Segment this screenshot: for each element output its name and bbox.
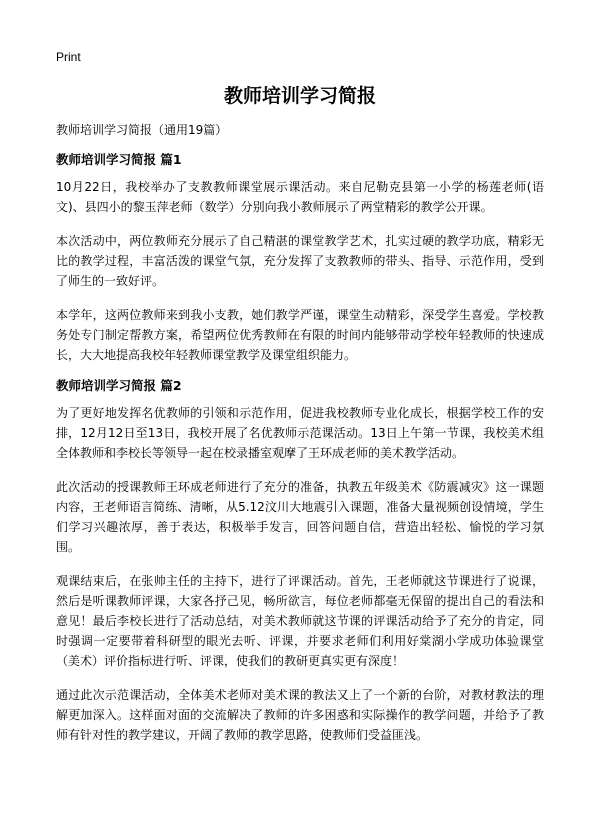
section-1 <box>56 151 544 365</box>
print-link[interactable]: Print <box>56 50 81 64</box>
paragraph: 为了更好地发挥名优教师的引领和示范作用，促进我校教师专业化成长，根据学校工作的安排，12月12日至13日，我校开展了名优教师示范课活动。13日上午第一节课，我校美术组全体教师和李校长等领导一起在校录播室观摩了王环成老师的美术教学活动。 <box>56 406 544 460</box>
paragraph: 本次活动中，两位教师充分展示了自己精湛的课堂教学艺术，扎实过硬的教学功底，精彩无比的教学过程，丰富活泼的课堂气氛，充分发挥了支教教师的带头、指导、示范作用，受到了师生的一致好评。 <box>56 234 544 288</box>
paragraph: 通过此次示范课活动，全体美术老师对美术课的教法又上了一个新的台阶，对教材教法的理解更加深入。这样面对面的交流解决了教师的许多困惑和实际操作的教学问题，并给予了教师有针对性的教学建议，开阔了教师的教学思路，使教师们受益匪浅。 <box>56 688 544 742</box>
paragraph: 10月22日，我校举办了支教教师课堂展示课活动。来自尼勒克县第一小学的杨莲老师(语文)、县四小的黎玉萍老师（数学）分别向我小教师展示了两堂精彩的教学公开课。 <box>56 180 544 214</box>
paragraph: 本学年，这两位教师来到我小支教，她们教学严谨，课堂生动精彩，深受学生喜爱。学校教务处专门制定帮教方案，希望两位优秀教师在有限的时间内能够带动学校年轻教师的快速成长，大大地提高我校年轻教师课堂教学及课堂组织能力。 <box>56 308 544 362</box>
document-subtitle: 教师培训学习简报（通用19篇） <box>56 123 228 137</box>
document-title: 教师培训学习简报 <box>223 85 376 107</box>
section-heading: 教师培训学习简报 篇2 <box>56 378 182 393</box>
paragraph: 此次活动的授课教师王环成老师进行了充分的准备，执教五年级美术《防震减灾》这一课题内容，王老师语言简练、清晰，从5.12汶川大地震引入课题，准备大量视频创设情境，学生们学习兴趣浓厚，善于表达，积极举手发言，回答问题自信，营造出轻松、愉悦的学习氛围。 <box>56 480 544 554</box>
section-2 <box>56 377 544 745</box>
section-heading: 教师培训学习简报 篇1 <box>56 152 182 167</box>
paragraph: 观课结束后，在张帅主任的主持下，进行了评课活动。首先，王老师就这节课进行了说课，然后是听课教师评课，大家各抒己见，畅所欲言，每位老师都毫无保留的提出自己的看法和意见！最后李校长进行了活动总结，对美术教师就这节课的评课活动给予了充分的肯定，同时强调一定要带着科研型的眼光去听、评课，并要求老师们利用好棠湖小学成功体验课堂（美术）评价指标进行听、评课，使我们的教研更真实更有深度！ <box>56 574 544 668</box>
